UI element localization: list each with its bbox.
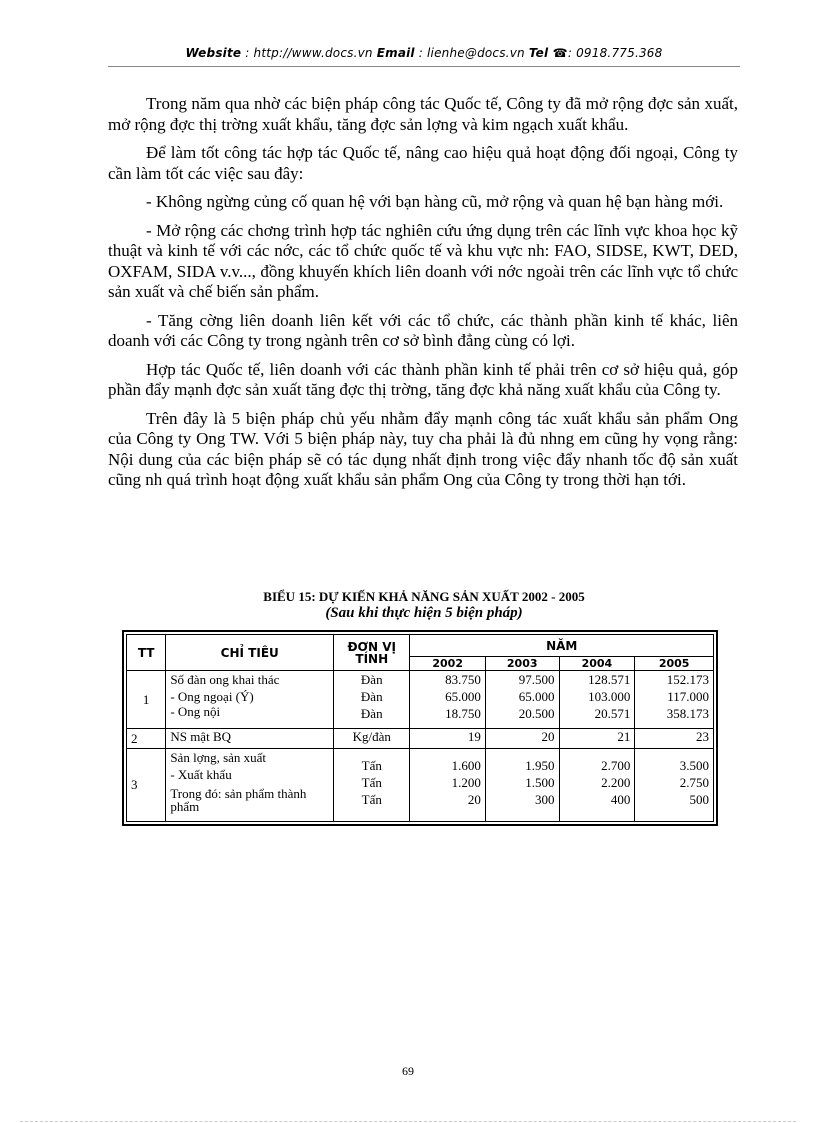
value-cell: 23 xyxy=(635,729,714,749)
year-values xyxy=(410,749,486,822)
paragraph: Để làm tốt công tác hợp tác Quốc tế, nâng cao hiệu quả hoạt động đối ngoại, Công ty cần làm tốt các việc sau đây: xyxy=(108,143,738,183)
row-items xyxy=(166,671,334,729)
header-year: 2004 xyxy=(559,657,635,671)
value-cell: 400 xyxy=(610,792,631,808)
header-year: 2005 xyxy=(635,657,714,671)
value-cell: 19 xyxy=(410,729,486,749)
header-year: 2002 xyxy=(410,657,486,671)
year-values xyxy=(635,749,714,822)
paragraph: - Mở rộng các chơng trình hợp tác nghiên cứu ứng dụng trên các lĩnh vực khoa học kỹ thuật và kinh tế với các nớc, các tổ chức quốc tế và khu vực nh: FAO, SIDSE, KWT, DED, OXFAM, SIDA v.v..., đồng khuyến khích liên doanh với nớc ngoài trên các lĩnh vực tổ chức sản xuất và chế biến sản phẩm. xyxy=(108,220,738,301)
row-tt: 1 xyxy=(127,671,166,729)
value-cell: 1.950 xyxy=(525,758,555,774)
paragraph: Trên đây là 5 biện pháp chủ yếu nhằm đẩy mạnh công tác xuất khẩu sản phẩm Ong của Công ty Ong TW. Với 5 biện pháp này, tuy cha phải là đủ nhng em cũng hy vọng rằng: Nội dung của các biện pháp sẽ có tác dụng nhất định trong việc đẩy nhanh tốc độ sản xuất cũng nh quá trình hoạt động xuất khẩu sản phẩm Ong của Công ty trong thời hạn tới. xyxy=(108,408,738,489)
paragraph: - Không ngừng củng cố quan hệ với bạn hàng cũ, mở rộng và quan hệ bạn hàng mới. xyxy=(146,192,724,211)
value-cell: 117.000 xyxy=(667,689,709,704)
row-items xyxy=(166,749,334,822)
email-label: Email xyxy=(376,46,415,60)
paragraph: Hợp tác Quốc tế, liên doanh với các thành phần kinh tế phải trên cơ sở hiệu quả, góp phần đẩy mạnh đợc sản xuất tăng đợc thị trờng, tăng đợc khả năng xuất khẩu của Công ty. xyxy=(108,359,738,399)
value-cell: 97.500 xyxy=(518,672,555,687)
email-value[interactable]: : lienhe@docs.vn xyxy=(414,46,529,60)
website-value[interactable]: : http://www.docs.vn xyxy=(241,46,377,60)
footer-divider xyxy=(20,1121,796,1122)
unit-label: Đàn xyxy=(360,672,383,687)
table-row xyxy=(127,671,714,729)
tel-value: : 0918.775.368 xyxy=(567,46,663,60)
value-cell: 65.000 xyxy=(445,689,481,704)
value-cell: 358.173 xyxy=(666,706,709,721)
year-values xyxy=(559,749,635,822)
year-values xyxy=(485,749,559,822)
value-cell: 83.750 xyxy=(445,672,481,687)
table-caption xyxy=(108,589,740,621)
value-cell: 1.600 xyxy=(451,758,481,774)
unit-label: Tấn xyxy=(361,792,382,808)
value-cell: 1.200 xyxy=(451,775,481,791)
paragraph: Trong năm qua nhờ các biện pháp công tác Quốc tế, Công ty đã mở rộng đợc sản xuất, mở rộng đợc thị trờng xuất khẩu, tăng đợc sản lợng và kim ngạch xuất khẩu. xyxy=(108,94,738,134)
value-cell: 20 xyxy=(467,792,481,808)
item-label: Trong đó: sản phẩm thành phẩm xyxy=(170,786,307,815)
header-chi-tieu: CHỈ TIÊU xyxy=(166,635,334,671)
item-label: Số đàn ong khai thác xyxy=(170,672,280,687)
value-cell: 103.000 xyxy=(588,689,631,704)
table-title: BIỂU 15: DỰ KIẾN KHẢ NĂNG SẢN XUẤT 2002 - 2005 xyxy=(263,589,585,604)
value-cell: 2.750 xyxy=(679,775,709,791)
table-row xyxy=(127,729,714,749)
table-row xyxy=(127,749,714,822)
item-label: - Ong nội xyxy=(170,704,221,719)
header-nam: NĂM xyxy=(410,635,714,657)
row-tt: 3 xyxy=(127,749,166,822)
header-year: 2003 xyxy=(485,657,559,671)
header-divider xyxy=(108,66,740,67)
year-values xyxy=(485,671,559,729)
unit-label: Tấn xyxy=(361,775,382,791)
unit-label: Đàn xyxy=(360,689,383,704)
item-label: Sản lợng, sản xuất xyxy=(170,750,267,766)
value-cell: 20.500 xyxy=(518,706,555,721)
tel-label: Tel ☎ xyxy=(528,46,568,60)
year-values xyxy=(410,671,486,729)
value-cell: 1.500 xyxy=(525,775,555,791)
value-cell: 20.571 xyxy=(594,706,631,721)
row-units xyxy=(334,671,410,729)
year-values xyxy=(559,671,635,729)
table-subtitle: (Sau khi thực hiện 5 biện pháp) xyxy=(325,605,523,621)
value-cell: 500 xyxy=(689,792,709,808)
item-label: NS mật BQ xyxy=(166,729,334,749)
value-cell: 18.750 xyxy=(445,706,481,721)
item-label: - Xuất khẩu xyxy=(170,767,232,783)
value-cell: 65.000 xyxy=(518,689,555,704)
value-cell: 300 xyxy=(535,792,555,808)
value-cell: 21 xyxy=(559,729,635,749)
paragraph: - Tăng cờng liên doanh liên kết với các tổ chức, các thành phần kinh tế khác, liên doanh với các Công ty trong ngành trên cơ sở bình đẳng cùng có lợi. xyxy=(108,310,738,350)
year-values xyxy=(635,671,714,729)
production-table xyxy=(126,634,714,822)
unit-label: Kg/đàn xyxy=(334,729,410,749)
row-tt: 2 xyxy=(127,729,166,749)
header-don-vi: ĐƠN VỊ TÍNH xyxy=(334,635,410,671)
page-header xyxy=(108,46,740,60)
value-cell: 20 xyxy=(485,729,559,749)
website-label: Website xyxy=(185,46,242,60)
unit-label: Đàn xyxy=(360,706,383,721)
value-cell: 2.700 xyxy=(601,758,631,774)
body-text xyxy=(108,94,738,499)
header-tt: TT xyxy=(127,635,166,671)
unit-label: Tấn xyxy=(361,758,382,774)
value-cell: 2.200 xyxy=(601,775,631,791)
row-units xyxy=(334,749,410,822)
item-label: - Ong ngoại (Ý) xyxy=(170,689,254,704)
value-cell: 152.173 xyxy=(666,672,709,687)
value-cell: 128.571 xyxy=(588,672,631,687)
page-number: 69 xyxy=(402,1064,414,1078)
table-frame xyxy=(122,630,718,826)
value-cell: 3.500 xyxy=(679,758,709,774)
